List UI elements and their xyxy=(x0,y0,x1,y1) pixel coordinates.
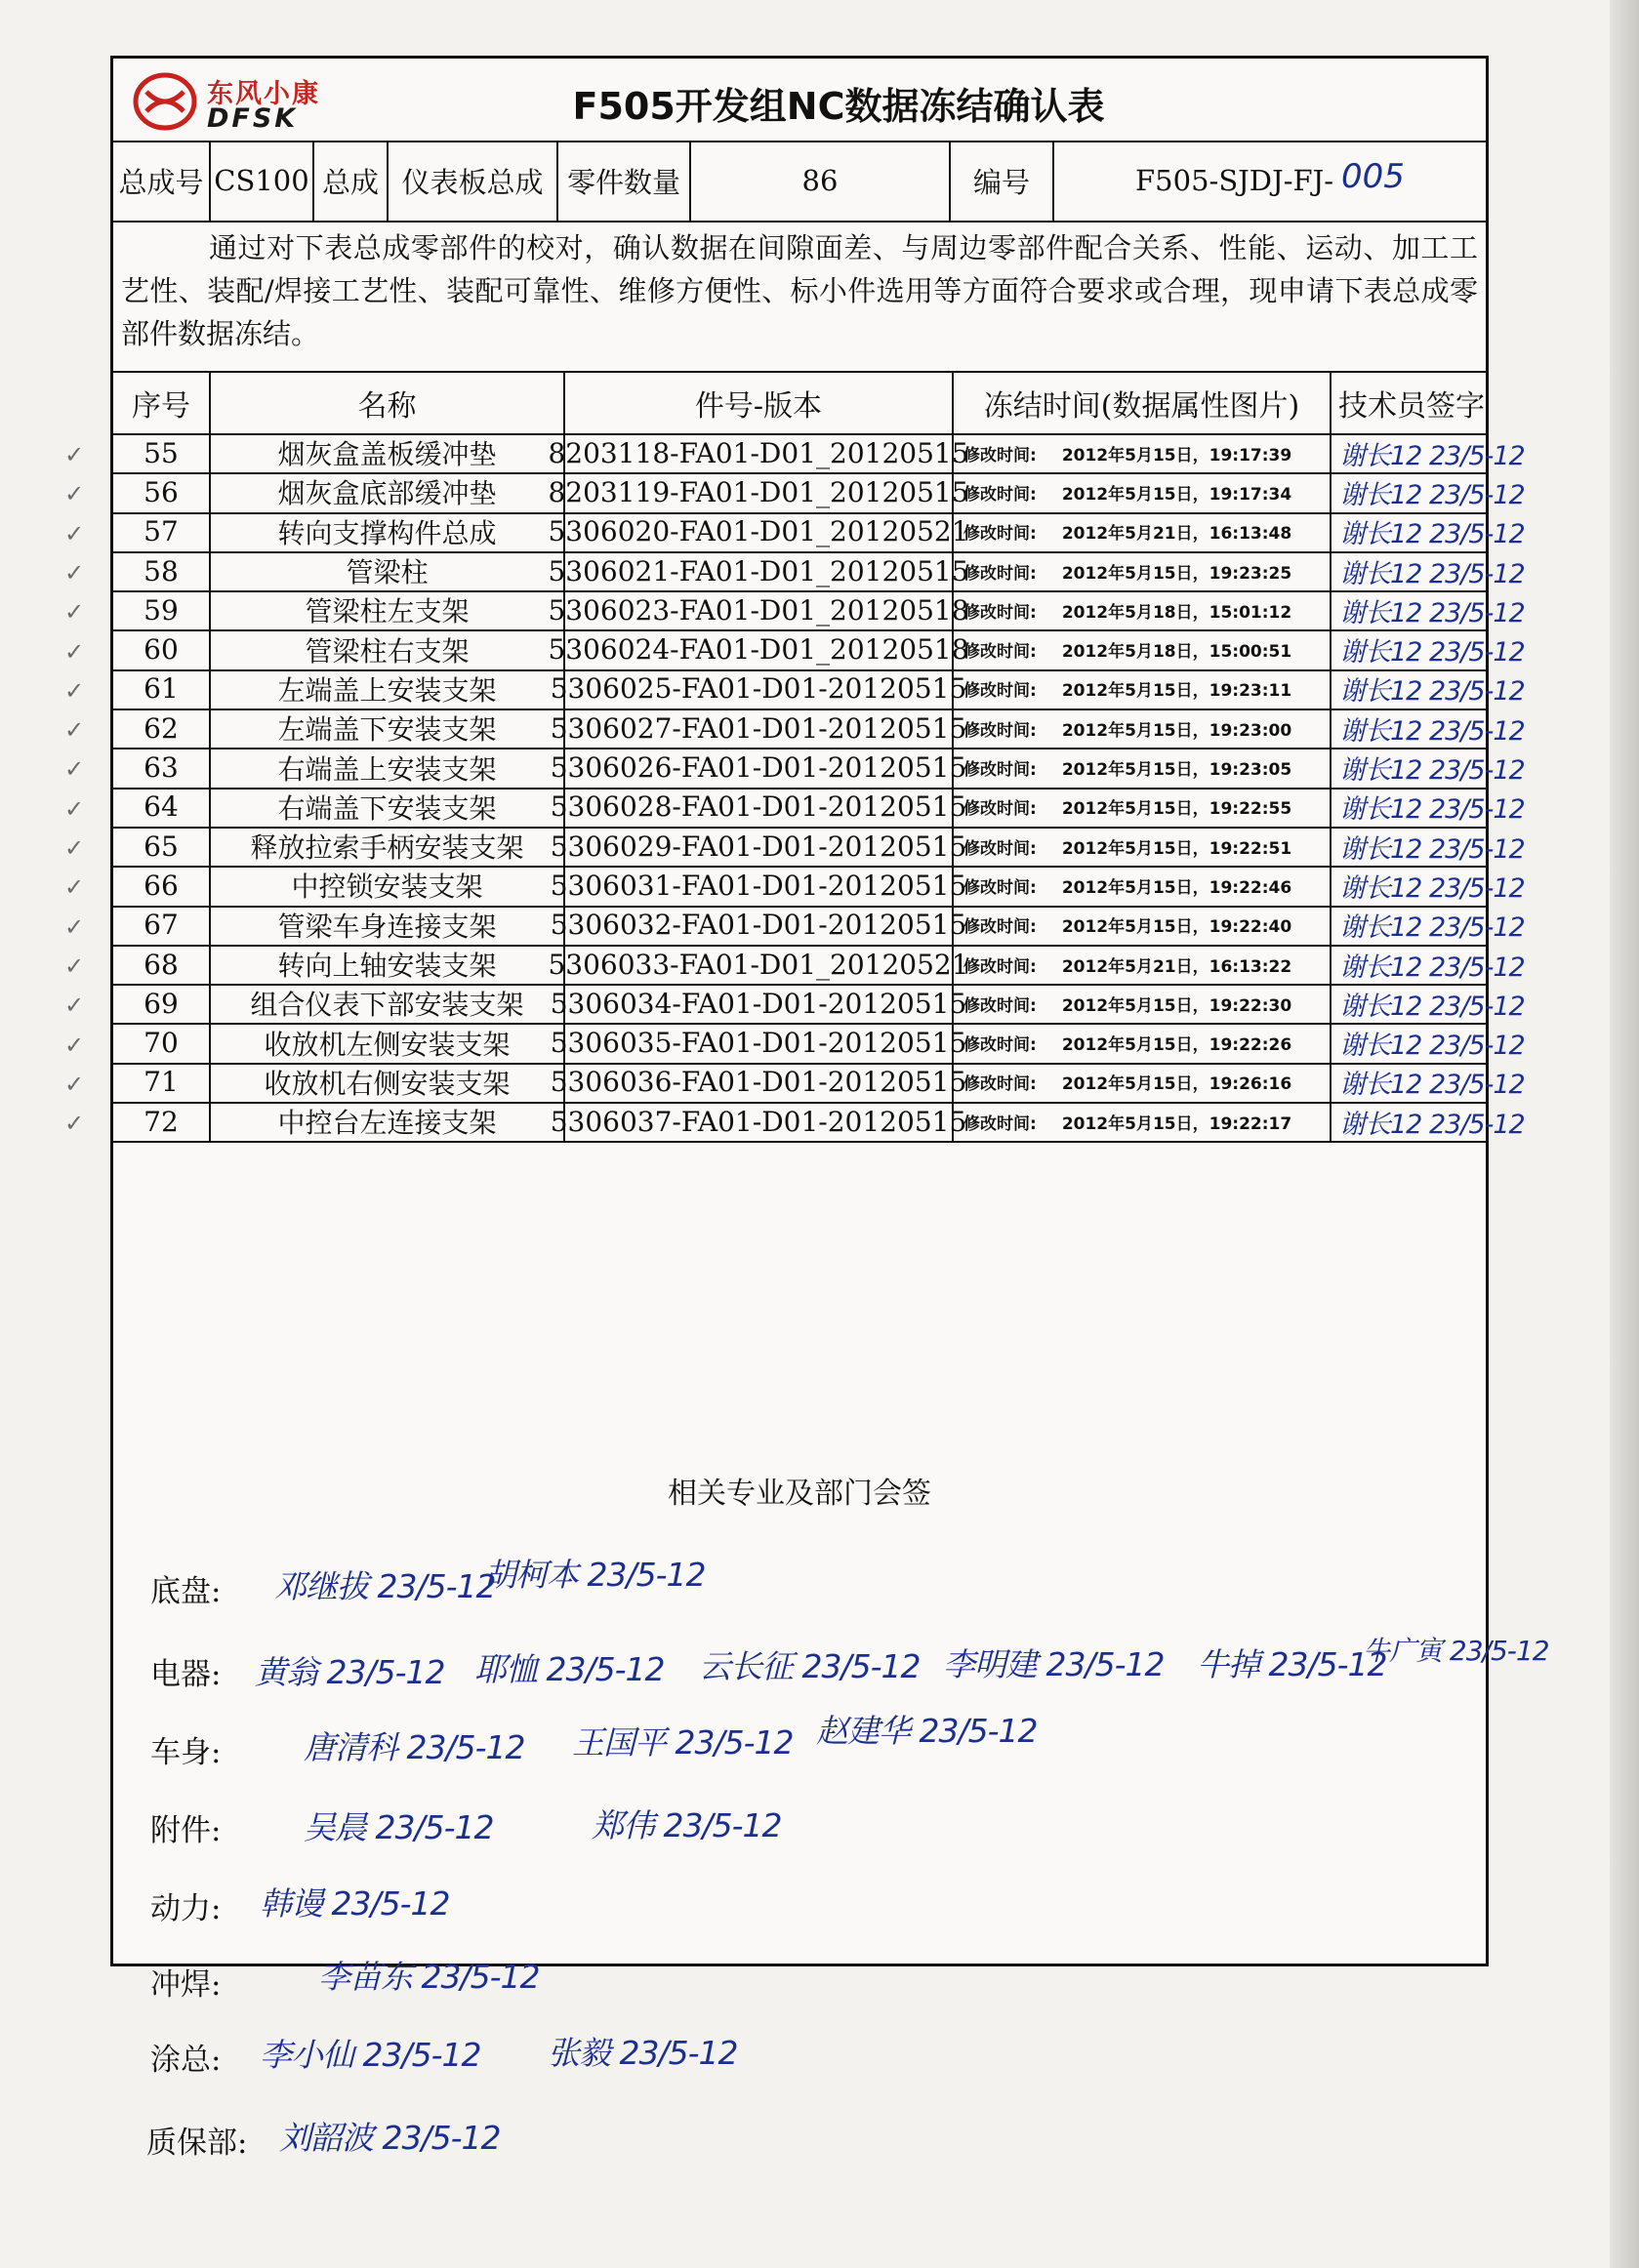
countersign-title: 相关专业及部门会签 xyxy=(668,1477,931,1511)
check-mark-icon: ✓ xyxy=(64,716,85,745)
check-mark-icon: ✓ xyxy=(64,755,85,784)
row-part-version: 5306027-FA01-D01-20120515 xyxy=(565,709,954,748)
row-part-name: 组合仪表下部安装支架 xyxy=(211,984,565,1023)
row-part-name: 管梁柱 xyxy=(211,551,565,590)
welding-signature-1: 李苗东 23/5-12 xyxy=(318,1958,540,1996)
electrical-signature-4: 李明建 23/5-12 xyxy=(943,1645,1165,1683)
chassis-signature-2: 胡柯本 23/5-12 xyxy=(484,1556,706,1594)
electrical-signature-2: 耶恤 23/5-12 xyxy=(474,1650,665,1688)
table-row xyxy=(113,748,1525,789)
row-number: 63 xyxy=(113,748,211,787)
row-part-name: 管梁车身连接支架 xyxy=(211,906,565,945)
modified-time-value: 2012年5月15日，19:23:05 xyxy=(1061,760,1292,781)
assembly-no-label: 总成号 xyxy=(113,141,211,221)
check-mark-icon: ✓ xyxy=(64,873,85,902)
row-number: 64 xyxy=(113,788,211,827)
body-signature-2: 王国平 23/5-12 xyxy=(572,1723,794,1762)
row-part-version: 8203118-FA01-D01_20120515 xyxy=(565,433,954,472)
header-no: 序号 xyxy=(113,373,211,433)
row-part-version: 5306028-FA01-D01-20120515 xyxy=(565,788,954,827)
table-row xyxy=(113,669,1525,710)
technician-signature: 谢长12 23/5-12 xyxy=(1339,952,1525,983)
dept-accessories-label: 附件: xyxy=(150,1813,222,1848)
modified-time-label: 修改时间: xyxy=(963,995,1037,1016)
info-row xyxy=(113,141,1486,223)
technician-signature: 谢长12 23/5-12 xyxy=(1339,676,1525,708)
modified-time-value: 2012年5月21日，16:13:48 xyxy=(1061,524,1292,545)
part-count-label: 零件数量 xyxy=(558,141,691,221)
modified-time-label: 修改时间: xyxy=(963,956,1037,977)
row-part-version: 5306026-FA01-D01-20120515 xyxy=(565,748,954,787)
dept-body-label: 车身: xyxy=(150,1735,222,1770)
logo-cn-text: 东风小康 xyxy=(207,79,320,109)
modified-time-value: 2012年5月15日，19:17:34 xyxy=(1061,484,1292,505)
row-number: 56 xyxy=(113,472,211,511)
dept-qa-label: 质保部: xyxy=(146,2126,248,2161)
body-signature-3: 赵建华 23/5-12 xyxy=(816,1712,1038,1750)
row-part-name: 中控台左连接支架 xyxy=(211,1102,565,1141)
row-part-version: 5306036-FA01-D01-20120515 xyxy=(565,1063,954,1102)
row-freeze-time xyxy=(954,512,1332,551)
modified-time-value: 2012年5月15日，19:22:17 xyxy=(1061,1114,1292,1134)
row-number: 69 xyxy=(113,984,211,1023)
assembly-no-value: CS100 xyxy=(211,141,314,221)
row-part-version: 5306037-FA01-D01-20120515 xyxy=(565,1102,954,1141)
row-part-version: 5306020-FA01-D01_20120521 xyxy=(565,512,954,551)
row-part-version: 5306024-FA01-D01_20120518 xyxy=(565,630,954,669)
modified-time-label: 修改时间: xyxy=(963,445,1037,466)
modified-time-value: 2012年5月15日，19:22:55 xyxy=(1061,799,1292,820)
technician-signature: 谢长12 23/5-12 xyxy=(1339,833,1525,865)
intro-paragraph: 通过对下表总成零部件的校对，确认数据在间隙面差、与周边零部件配合关系、性能、运动、加工工艺性、装配/焊接工艺性、装配可靠性、维修方便性、标小件选用等方面符合要求或合理，现申请下表总成零部件数据冻结。 xyxy=(121,231,1478,350)
assembly-name-value: 仪表板总成 xyxy=(389,141,558,221)
technician-signature: 谢长12 23/5-12 xyxy=(1339,479,1525,510)
technician-signature: 谢长12 23/5-12 xyxy=(1339,519,1525,550)
row-freeze-time xyxy=(954,1102,1332,1141)
table-row xyxy=(113,984,1525,1025)
modified-time-value: 2012年5月21日，16:13:22 xyxy=(1061,956,1292,977)
row-freeze-time xyxy=(954,827,1332,866)
technician-signature: 谢长12 23/5-12 xyxy=(1339,912,1525,944)
document-title: F505开发组NC数据冻结确认表 xyxy=(572,85,1105,128)
serial-label: 编号 xyxy=(951,141,1054,221)
body-signature-1: 唐清科 23/5-12 xyxy=(304,1728,525,1766)
row-number: 61 xyxy=(113,669,211,709)
row-freeze-time xyxy=(954,630,1332,669)
electrical-signature-1: 黄翁 23/5-12 xyxy=(255,1653,445,1691)
chassis-signature-1: 邓继拔 23/5-12 xyxy=(274,1567,496,1605)
row-freeze-time xyxy=(954,551,1332,590)
row-freeze-time xyxy=(954,866,1332,905)
accessories-signature-1: 吴晨 23/5-12 xyxy=(304,1808,494,1846)
row-number: 68 xyxy=(113,945,211,984)
check-mark-icon: ✓ xyxy=(64,1110,85,1138)
table-row xyxy=(113,1063,1525,1104)
row-freeze-time xyxy=(954,984,1332,1023)
row-part-version: 5306023-FA01-D01_20120518 xyxy=(565,590,954,629)
check-mark-icon: ✓ xyxy=(64,676,85,705)
electrical-signature-5: 牛掉 23/5-12 xyxy=(1197,1645,1387,1683)
table-row xyxy=(113,630,1525,671)
modified-time-value: 2012年5月15日，19:23:00 xyxy=(1061,720,1292,741)
row-number: 60 xyxy=(113,630,211,669)
table-row xyxy=(113,709,1525,749)
dept-paint-label: 涂总: xyxy=(150,2043,222,2078)
logo-en-text: DFSK xyxy=(207,103,299,134)
row-freeze-time xyxy=(954,433,1332,472)
modified-time-label: 修改时间: xyxy=(963,484,1037,505)
serial-value xyxy=(1054,141,1486,221)
check-mark-icon: ✓ xyxy=(64,519,85,547)
paint-signature-2: 张毅 23/5-12 xyxy=(548,2034,738,2072)
assembly-label: 总成 xyxy=(314,141,389,221)
modified-time-value: 2012年5月15日，19:23:11 xyxy=(1061,681,1292,702)
row-part-version: 5306032-FA01-D01-20120515 xyxy=(565,906,954,945)
row-part-name: 收放机右侧安装支架 xyxy=(211,1063,565,1102)
modified-time-value: 2012年5月18日，15:01:12 xyxy=(1061,602,1292,623)
modified-time-value: 2012年5月18日，15:00:51 xyxy=(1061,642,1292,663)
row-part-version: 5306034-FA01-D01-20120515 xyxy=(565,984,954,1023)
table-row xyxy=(113,827,1525,868)
technician-signature: 谢长12 23/5-12 xyxy=(1339,1031,1525,1062)
table-row xyxy=(113,1102,1525,1143)
electrical-signature-6: 牛广寅 23/5-12 xyxy=(1363,1635,1549,1667)
table-row xyxy=(113,788,1525,829)
technician-signature: 谢长12 23/5-12 xyxy=(1339,794,1525,826)
modified-time-value: 2012年5月15日，19:26:16 xyxy=(1061,1074,1292,1095)
header-technician-signature: 技术员签字 xyxy=(1338,389,1485,424)
row-part-name: 右端盖上安装支架 xyxy=(211,748,565,787)
technician-signature: 谢长12 23/5-12 xyxy=(1339,558,1525,589)
check-mark-icon: ✓ xyxy=(64,441,85,468)
powertrain-signature-1: 韩谩 23/5-12 xyxy=(260,1884,450,1923)
row-part-name: 中控锁安装支架 xyxy=(211,866,565,905)
dept-welding-label: 冲焊: xyxy=(150,1967,222,2003)
modified-time-label: 修改时间: xyxy=(963,799,1037,820)
row-part-name: 释放拉索手柄安装支架 xyxy=(211,827,565,866)
table-row xyxy=(113,590,1525,631)
modified-time-label: 修改时间: xyxy=(963,602,1037,623)
document-sheet xyxy=(64,56,1549,2161)
technician-signature: 谢长12 23/5-12 xyxy=(1339,597,1525,628)
modified-time-value: 2012年5月15日，19:17:39 xyxy=(1061,445,1292,466)
modified-time-label: 修改时间: xyxy=(963,1114,1037,1134)
dept-electrical-label: 电器: xyxy=(150,1657,222,1692)
modified-time-label: 修改时间: xyxy=(963,917,1037,938)
qa-signature-1: 刘韶波 23/5-12 xyxy=(279,2119,501,2157)
page-edge xyxy=(1610,0,1639,2268)
row-part-version: 5306035-FA01-D01-20120515 xyxy=(565,1024,954,1063)
modified-time-label: 修改时间: xyxy=(963,760,1037,781)
row-part-name: 管梁柱右支架 xyxy=(211,630,565,669)
table-row xyxy=(113,1024,1525,1065)
check-mark-icon: ✓ xyxy=(64,637,85,666)
row-part-version: 5306031-FA01-D01-20120515 xyxy=(565,866,954,905)
header-name: 名称 xyxy=(211,373,565,433)
serial-handwritten: 005 xyxy=(1341,157,1405,196)
modified-time-label: 修改时间: xyxy=(963,681,1037,702)
table-row xyxy=(113,433,1525,474)
check-mark-icon: ✓ xyxy=(64,480,85,508)
modified-time-value: 2012年5月15日，19:22:26 xyxy=(1061,1035,1292,1056)
part-count-value: 86 xyxy=(691,141,951,221)
modified-time-label: 修改时间: xyxy=(963,642,1037,663)
modified-time-value: 2012年5月15日，19:23:25 xyxy=(1061,563,1292,584)
serial-prefix: F505-SJDJ-FJ- xyxy=(1135,164,1334,197)
technician-signature: 谢长12 23/5-12 xyxy=(1339,715,1525,747)
table-row xyxy=(113,551,1525,592)
header-freeze-time: 冻结时间(数据属性图片) xyxy=(954,373,1332,433)
dept-chassis-label: 底盘: xyxy=(150,1574,222,1609)
modified-time-label: 修改时间: xyxy=(963,720,1037,741)
check-mark-icon: ✓ xyxy=(64,834,85,862)
modified-time-label: 修改时间: xyxy=(963,1035,1037,1056)
modified-time-value: 2012年5月15日，19:22:30 xyxy=(1061,995,1292,1016)
row-freeze-time xyxy=(954,709,1332,748)
table-row xyxy=(113,906,1525,947)
row-number: 62 xyxy=(113,709,211,748)
row-freeze-time xyxy=(954,945,1332,984)
electrical-signature-3: 云长征 23/5-12 xyxy=(699,1647,921,1685)
modified-time-label: 修改时间: xyxy=(963,1074,1037,1095)
row-number: 66 xyxy=(113,866,211,905)
row-part-name: 左端盖上安装支架 xyxy=(211,669,565,709)
row-number: 67 xyxy=(113,906,211,945)
row-freeze-time xyxy=(954,1063,1332,1102)
row-part-version: 8203119-FA01-D01_20120515 xyxy=(565,472,954,511)
check-mark-icon: ✓ xyxy=(64,558,85,587)
technician-signature: 谢长12 23/5-12 xyxy=(1339,440,1525,471)
row-part-name: 烟灰盒底部缓冲垫 xyxy=(211,472,565,511)
row-number: 65 xyxy=(113,827,211,866)
technician-signature: 谢长12 23/5-12 xyxy=(1339,1070,1525,1101)
check-mark-icon: ✓ xyxy=(64,952,85,980)
row-part-name: 烟灰盒盖板缓冲垫 xyxy=(211,433,565,472)
row-part-name: 左端盖下安装支架 xyxy=(211,709,565,748)
row-part-version: 5306025-FA01-D01-20120515 xyxy=(565,669,954,709)
technician-signature: 谢长12 23/5-12 xyxy=(1339,991,1525,1022)
dept-powertrain-label: 动力: xyxy=(150,1891,222,1926)
paint-signature-1: 李小仙 23/5-12 xyxy=(260,2036,481,2074)
header-part-version: 件号-版本 xyxy=(565,373,954,433)
row-part-name: 转向上轴安装支架 xyxy=(211,945,565,984)
modified-time-label: 修改时间: xyxy=(963,563,1037,584)
accessories-signature-2: 郑伟 23/5-12 xyxy=(592,1806,782,1844)
check-mark-icon: ✓ xyxy=(64,598,85,627)
table-row xyxy=(113,472,1525,513)
row-freeze-time xyxy=(954,590,1332,629)
technician-signature: 谢长12 23/5-12 xyxy=(1339,872,1525,904)
technician-signature: 谢长12 23/5-12 xyxy=(1339,755,1525,787)
row-part-version: 5306029-FA01-D01-20120515 xyxy=(565,827,954,866)
modified-time-label: 修改时间: xyxy=(963,524,1037,545)
row-part-name: 右端盖下安装支架 xyxy=(211,788,565,827)
row-freeze-time xyxy=(954,906,1332,945)
row-number: 70 xyxy=(113,1024,211,1063)
table-row xyxy=(113,866,1525,907)
table-header-row xyxy=(113,373,1486,435)
row-freeze-time xyxy=(954,788,1332,827)
row-part-version: 5306021-FA01-D01_20120515 xyxy=(565,551,954,590)
row-part-name: 转向支撑构件总成 xyxy=(211,512,565,551)
check-mark-icon: ✓ xyxy=(64,794,85,823)
row-part-name: 收放机左侧安装支架 xyxy=(211,1024,565,1063)
row-freeze-time xyxy=(954,472,1332,511)
row-number: 55 xyxy=(113,433,211,472)
technician-signature: 谢长12 23/5-12 xyxy=(1339,637,1525,668)
table-row xyxy=(113,512,1525,553)
modified-time-label: 修改时间: xyxy=(963,877,1037,898)
row-freeze-time xyxy=(954,748,1332,787)
table-row xyxy=(113,945,1525,986)
row-freeze-time xyxy=(954,1024,1332,1063)
row-number: 72 xyxy=(113,1102,211,1141)
modified-time-label: 修改时间: xyxy=(963,838,1037,859)
row-part-version: 5306033-FA01-D01_20120521 xyxy=(565,945,954,984)
row-freeze-time xyxy=(954,669,1332,709)
check-mark-icon: ✓ xyxy=(64,992,85,1020)
modified-time-value: 2012年5月15日，19:22:40 xyxy=(1061,917,1292,938)
row-part-name: 管梁柱左支架 xyxy=(211,590,565,629)
row-number: 58 xyxy=(113,551,211,590)
check-mark-icon: ✓ xyxy=(64,912,85,941)
title-row xyxy=(113,59,1486,142)
row-number: 59 xyxy=(113,590,211,629)
row-number: 57 xyxy=(113,512,211,551)
row-number: 71 xyxy=(113,1063,211,1102)
modified-time-value: 2012年5月15日，19:22:46 xyxy=(1061,877,1292,898)
parts-table xyxy=(64,371,1525,1140)
modified-time-value: 2012年5月15日，19:22:51 xyxy=(1061,838,1292,859)
technician-signature: 谢长12 23/5-12 xyxy=(1339,1109,1525,1140)
check-mark-icon: ✓ xyxy=(64,1031,85,1059)
check-mark-icon: ✓ xyxy=(64,1070,85,1098)
